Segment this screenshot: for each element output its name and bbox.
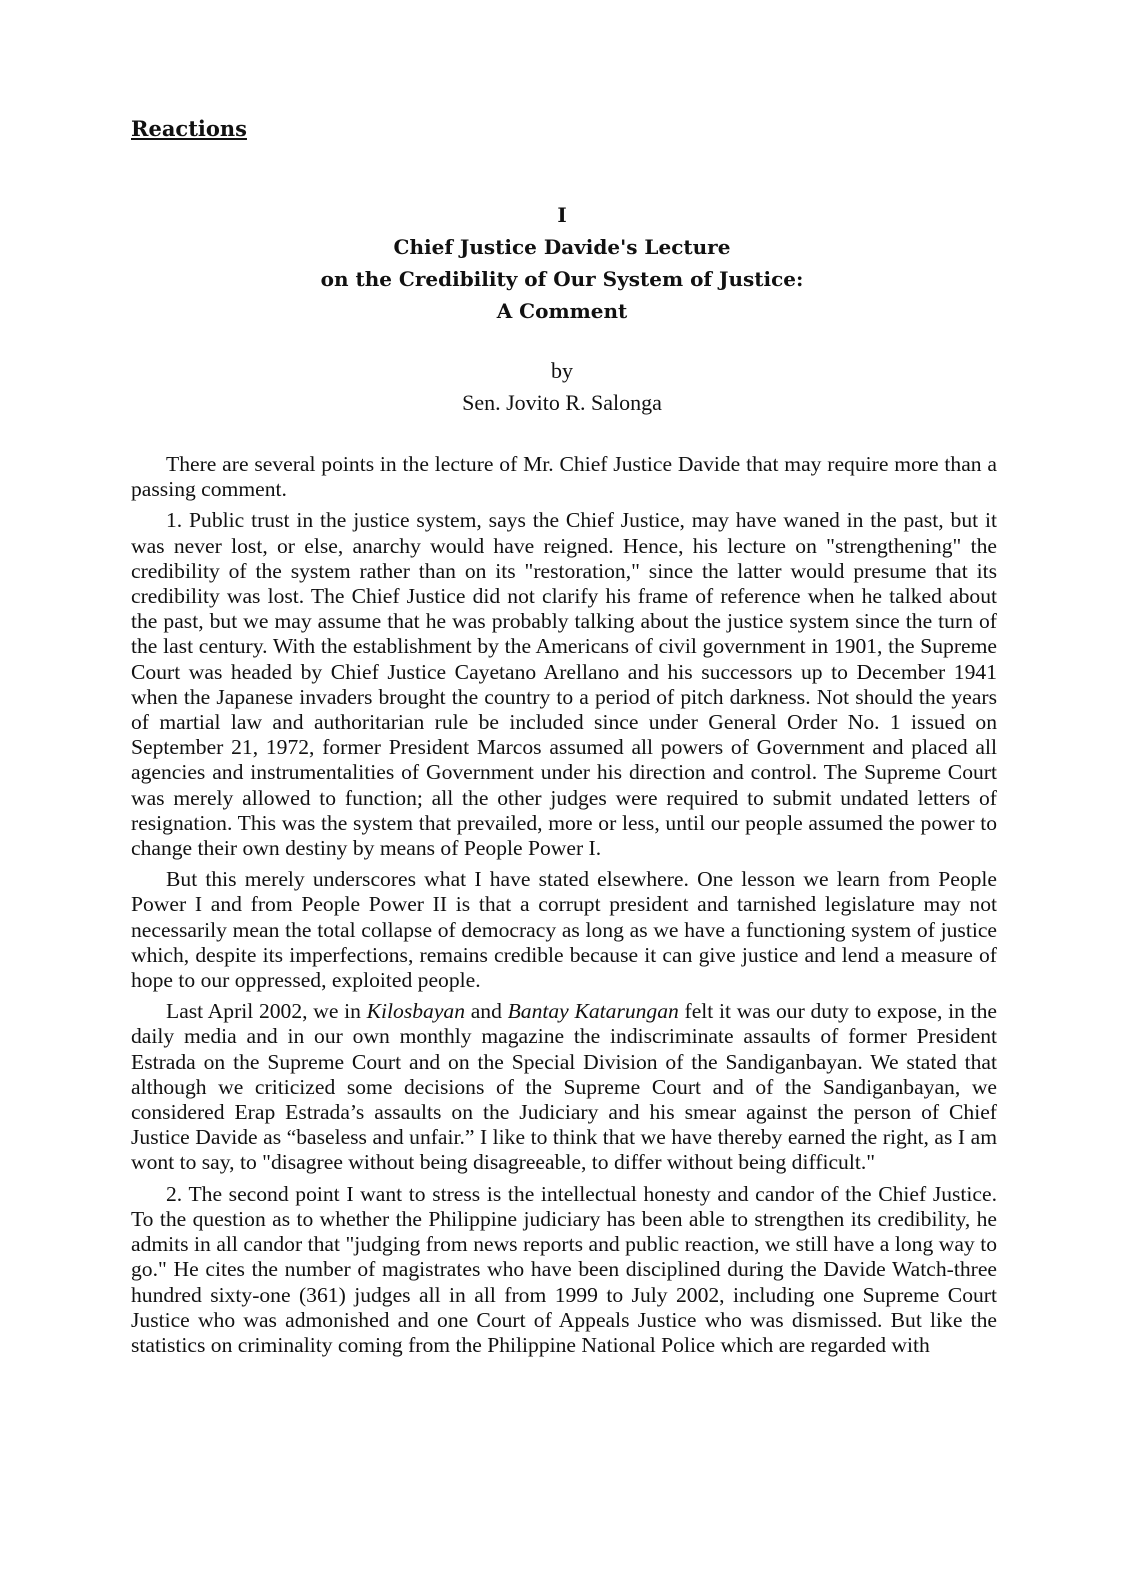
byline-author: Sen. Jovito R. Salonga: [462, 390, 662, 415]
paragraph-point-1: 1. Public trust in the justice system, says the Chief Justice, may have waned in the past, but it was never lost, or else, anarchy would have reigned. Hence, his lecture on "strengthening" the credibility of the system rather than on its "restoration," since the latter would presume that its credibility was lost. The Chief Justice did not clarify his frame of reference when he talked about the past, but we may assume that he was probably talking about the justice system since the turn of the last century. With the establishment by the Americans of civil government in 1901, the Supreme Court was headed by Chief Justice Cayetano Arellano and his successors up to December 1941 when the Japanese invaders brought the country to a period of pitch darkness. Not should the years of martial law and authoritarian rule be included since under General Order No. 1 issued on September 21, 1972, former President Marcos assumed all powers of Government and placed all agencies and instrumentalities of Government under his direction and control. The Supreme Court was merely allowed to function; all the other judges were required to submit undated letters of resignation. This was the system that prevailed, more or less, until our people assumed the power to change their own destiny by means of People Power I.: [131, 508, 997, 861]
section-label: Reactions: [131, 116, 247, 141]
title-line-2: on the Credibility of Our System of Justice:: [320, 267, 804, 291]
paragraph-people-power: But this merely underscores what I have stated elsewhere. One lesson we learn from People Power I and from People Power II is that a corrupt president and tarnished legislature may not necessarily mean the total collapse of democracy as long as we have a functioning system of justice which, despite its imperfections, remains credible because it can give justice and lend a measure of hope to our oppressed, exploited people.: [131, 867, 997, 993]
article-body: [131, 452, 997, 1364]
title-line-1: Chief Justice Davide's Lecture: [393, 235, 731, 259]
paragraph-kilosbayan-text-b: and: [465, 999, 508, 1024]
byline: [0, 355, 1124, 419]
title-line-3: A Comment: [496, 299, 628, 323]
paragraph-kilosbayan: [131, 999, 997, 1175]
bantay-katarungan-italic: Bantay Katarungan: [507, 999, 679, 1024]
byline-by: by: [551, 358, 573, 383]
paragraph-kilosbayan-text-a: Last April 2002, we in: [166, 999, 367, 1024]
article-title: [0, 199, 1124, 327]
paragraph-intro: There are several points in the lecture of Mr. Chief Justice Davide that may require more than a passing comment.: [131, 452, 997, 502]
paragraph-point-2: 2. The second point I want to stress is the intellectual honesty and candor of the Chief Justice. To the question as to whether the Philippine judiciary has been able to strengthen its credibility, he admits in all candor that "judging from news reports and public reaction, we still have a long way to go." He cites the number of magistrates who have been disciplined during the Davide Watch-three hundred sixty-one (361) judges all in all from 1999 to July 2002, including one Supreme Court Justice who was admonished and one Court of Appeals Justice who was dismissed. But like the statistics on criminality coming from the Philippine National Police which are regarded with: [131, 1181, 997, 1357]
paragraph-kilosbayan-text-c: felt it was our duty to expose, in the daily media and in our own monthly magazine the indiscriminate assaults of former President Estrada on the Supreme Court and on the Special Division of the Sandiganbayan. We stated that although we criticized some decisions of the Supreme Court and of the Sandiganbayan, we considered Erap Estrada’s assaults on the Judiciary and his smear against the person of Chief Justice Davide as “baseless and unfair.” I like to think that we have thereby earned the right, as I am wont to say, to "disagree without being disagreeable, to differ without being difficult.": [131, 999, 997, 1175]
kilosbayan-italic: Kilosbayan: [366, 999, 465, 1024]
title-numeral: I: [557, 203, 567, 227]
